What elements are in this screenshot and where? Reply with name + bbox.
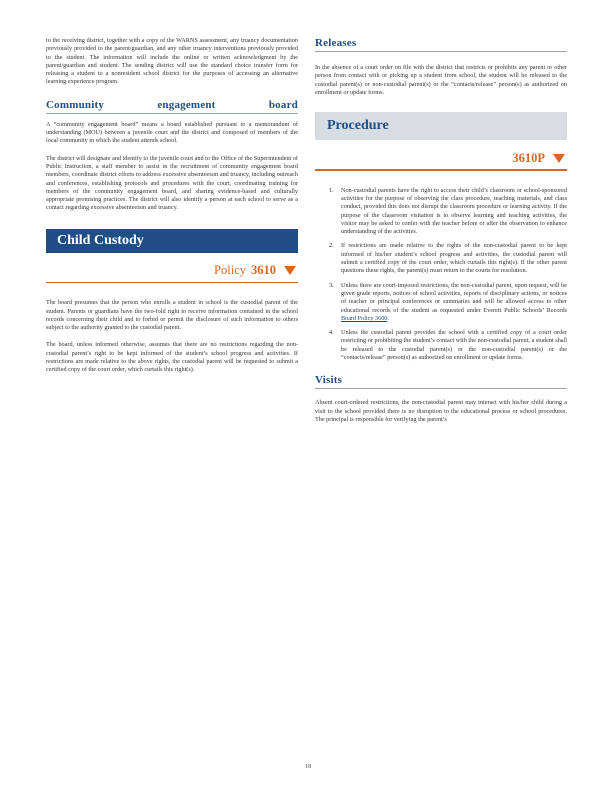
community-engagement-board-heading: Community engagement board [46, 98, 298, 111]
list-item [315, 329, 567, 362]
left-column [46, 0, 298, 375]
policy-number: 3610 [251, 263, 276, 278]
list-item-text [341, 282, 567, 323]
triangle-down-icon [284, 266, 296, 275]
page-number: 18 [305, 764, 311, 770]
ceb-paragraph-2: The district will designate and identify to the juvenile court and to the Office of the Superintendent of Public Instruction, a staff member to assist in the recruitment of community engagement board members, coordinate district efforts to address excessive absenteeism and truancy, including outreach and conferences, establishing protocols and procedures with the court, coordinating training for members of the community engagement board, and sharing evidence-based and culturally appropriate promising practices. The district will also identify a person at each school to serve as a contact regarding excessive absenteeism and truancy. [46, 154, 298, 212]
custody-paragraph-1: The board presumes that the person who enrolls a student in school is the custodial parent of the student. Parents or guardians have the two-fold right to receive information contained in the school records concerning their child and to forbid or permit the disclosure of such information to others subject to the authority granted to the custodial parent. [46, 299, 298, 332]
releases-heading: Releases [315, 37, 357, 49]
list-item-text-main: Unless there are court-imposed restrictions, the non-custodial parent, upon request, will be given grade reports, notices of school activities, reports of disciplinary actions, or notices of teacher or principal conferences or summaries and will be allowed access to other educational records of the student as requested under Everett Public Schools’ Records [341, 281, 567, 314]
list-item-text: Unless the custodial parent provides the school with a certified copy of a court order restricting or prohibiting the student’s contact with the non-custodial parent, a student shall be released to the custodial parent(s) or the non-custodial parent(s) or the “contacts/release” person(s) as authorized on enrollment or update forms. [341, 329, 567, 362]
list-item [315, 282, 567, 323]
policy-label: Policy [214, 263, 246, 278]
list-item-text: If restrictions are made relative to the rights of the non-custodial parent to be kept informed of his/her student’s school progress and activities, the custodial parent will submit a certified copy of the court order, which curtails this right(s). If the other parent questions these rights, the parent(s) must return to the courts for resolution. [341, 242, 567, 275]
child-custody-title: Child Custody [57, 232, 144, 248]
list-item [315, 242, 567, 275]
list-item-number: 1. [329, 186, 334, 194]
intro-paragraph: to the receiving district, together with a copy of the WARNS assessment, any truancy documentation previously provided to the parent/guardian, and any other truancy interventions previously provided to the student. The information will include the online or written acknowledgment by the parent/guardian and student. The sending district will use the standard choice transfer form for releasing a student to a nonresident school district for the purposes of accessing an alternative learning experience program. [46, 37, 298, 86]
right-column [315, 0, 567, 424]
list-item-number: 3. [329, 281, 334, 289]
custody-paragraph-2: The board, unless informed otherwise, assumes that there are no restrictions regarding the non-custodial parent’s right to be kept informed of the student’s school progress and activities. If restrictions are made relative to the above rights, the custodial parent will be requested to submit a certified copy of the court order, which curtails this right(s). [46, 341, 298, 374]
procedure-number-row [315, 147, 567, 169]
procedure-banner [315, 112, 567, 140]
procedure-list [315, 187, 567, 363]
list-item-text: Non-custodial parents have the right to access their child’s classroom or school-sponsored activities for the purpose of observing the class procedure, teaching materials, and class conduct, provided this does not disrupt the classroom procedure or learning activity. If the purpose of the classroom visitation is to observe learning and teaching activities, the visitor may be asked to confer with the teacher before or after the observation to enhance understanding of the activities. [341, 186, 567, 236]
list-item-text-end: . [387, 314, 389, 322]
list-item-number: 4. [329, 329, 334, 337]
releases-paragraph: In the absence of a court order on file with the district that restricts or prohibits any parent or other person from contact with or picking up a student from school, the student will be released to the custodial parent(s) or non-custodial parent(s) or the “contacts/release” person(s) as authorized on enrollment or update forms. [315, 64, 567, 96]
list-item [315, 187, 567, 237]
procedure-title: Procedure [327, 118, 389, 134]
policy-label-row [46, 260, 298, 282]
procedure-number: 3610P [512, 150, 545, 165]
visits-heading: Visits [315, 374, 343, 387]
triangle-down-icon [553, 154, 565, 163]
ceb-paragraph-1: A “community engagement board” means a board established pursuant to a memorandum of understanding (MOU) between a juvenile court and the district and composed of members of the local community in which the student attends school. [46, 120, 298, 145]
child-custody-banner [46, 229, 298, 253]
list-item-number: 2. [329, 242, 334, 250]
visits-paragraph: Absent court-ordered restrictions, the non-custodial parent may interact with his/her child during a visit to the school provided there is no disruption to the educational process or school procedures. The principal is responsible for verifying the parent’s [315, 399, 567, 423]
board-policy-3600-link[interactable]: Board Policy 3600 [341, 314, 388, 322]
